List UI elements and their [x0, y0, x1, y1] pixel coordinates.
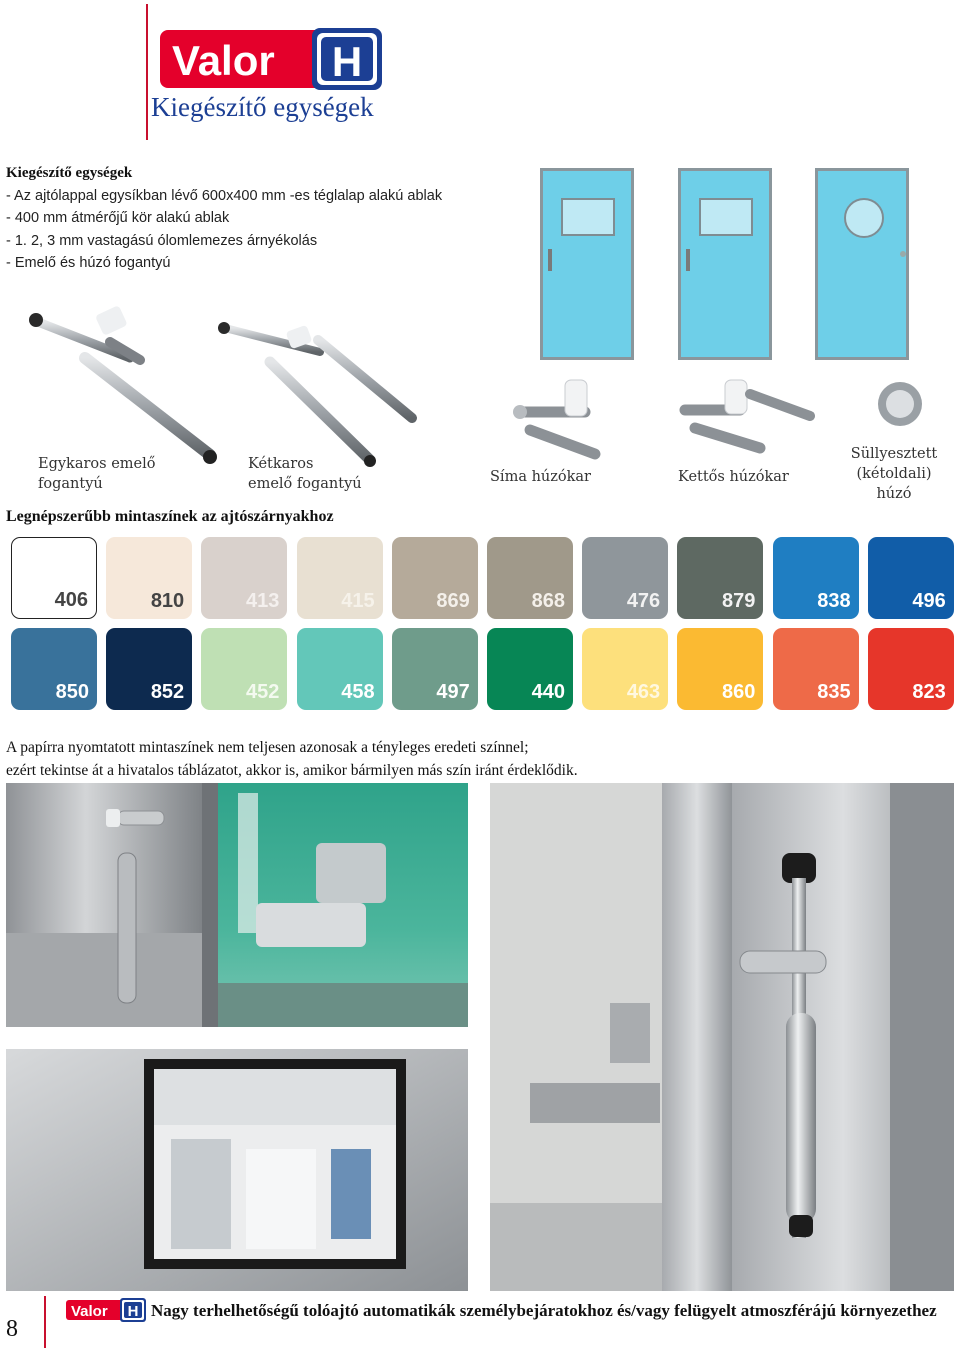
caption-line: Süllyesztett: [850, 446, 938, 462]
swatch-code: 850: [55, 681, 89, 703]
door-handle-icon: [686, 249, 690, 271]
footer-logo: [66, 1298, 146, 1327]
swatch-code: 458: [341, 681, 375, 703]
color-swatch-850: [11, 628, 97, 710]
color-swatch-838: [773, 537, 859, 619]
color-swatch-496: [868, 537, 954, 619]
swatch-code: 823: [912, 681, 946, 703]
intro-block: [6, 162, 516, 275]
caption-plain-pull: Síma húzókar: [490, 469, 591, 485]
caption-line: húzó: [876, 486, 912, 502]
caption-single-lever: [38, 454, 155, 494]
color-swatch-810: [106, 537, 192, 619]
door-rect-window: [540, 168, 634, 360]
swatch-code: 879: [722, 590, 756, 612]
caption-line: emelő fogantyú: [248, 476, 362, 492]
page-title: Kiegészítő egységek: [151, 92, 374, 122]
swatch-code: 869: [436, 590, 470, 612]
caption-recessed-pull: [848, 444, 940, 504]
swatch-code: 440: [531, 681, 565, 703]
color-swatch-868: [487, 537, 573, 619]
swatch-code: 406: [54, 589, 88, 611]
color-section-title: Legnépszerűbb mintaszínek az ajtószárnyakhoz: [6, 508, 334, 525]
swatch-code: 838: [817, 590, 851, 612]
color-swatch-879: [677, 537, 763, 619]
swatch-code: 497: [436, 681, 470, 703]
caption-double-pull: Kettős húzókar: [678, 469, 789, 485]
color-swatch-476: [582, 537, 668, 619]
logo-wordmark: Valor: [172, 37, 275, 84]
color-swatch-413: [201, 537, 287, 619]
lever-handles-illustration: [20, 300, 440, 475]
swatch-code: 852: [150, 681, 185, 703]
door-window: [844, 198, 884, 238]
door-window: [561, 198, 615, 236]
color-swatch-458: [297, 628, 383, 710]
intro-heading: Kiegészítő egységek: [6, 165, 133, 181]
swatch-code: 810: [150, 590, 185, 612]
caption-line: Egykaros emelő: [38, 456, 156, 472]
color-swatch-852: [106, 628, 192, 710]
color-swatch-860: [677, 628, 763, 710]
color-swatch-452: [201, 628, 287, 710]
color-swatch-440: [487, 628, 573, 710]
intro-line: - 400 mm átmérőjű kör alakú ablak: [6, 210, 230, 226]
logo-letter: H: [331, 38, 363, 85]
door-window: [699, 198, 753, 236]
caption-line: Kétkaros: [248, 456, 314, 472]
intro-line: - Az ajtólappal egysíkban lévő 600x400 mm -es téglalap alakú ablak: [6, 187, 443, 204]
swatch-code: 415: [341, 590, 375, 612]
footer-divider: [44, 1296, 46, 1348]
swatch-code: 835: [817, 681, 851, 703]
color-swatch-869: [392, 537, 478, 619]
photo-window-frame: [6, 1049, 468, 1291]
photo-operating-room-door: [6, 783, 468, 1027]
door-round-window: [815, 168, 909, 360]
swatch-code: 476: [626, 590, 661, 612]
color-swatch-835: [773, 628, 859, 710]
footer-logo-wordmark: Valor: [71, 1303, 108, 1320]
footer-caption: Nagy terhelhetőségű tolóajtó automatikák személybejáratokhoz és/vagy felügyelt atmoszférájú környezethez: [151, 1301, 937, 1320]
intro-line: - 1. 2, 3 mm vastagású ólomlemezes árnyékolás: [6, 232, 318, 249]
swatch-code: 413: [246, 590, 280, 612]
footer-logo-letter: H: [127, 1303, 139, 1320]
color-swatch-406: [11, 537, 97, 619]
caption-line: fogantyú: [38, 476, 103, 492]
color-swatch-823: [868, 628, 954, 710]
color-swatch-463: [582, 628, 668, 710]
disclaimer-line: ezért tekintse át a hivatalos táblázatot, akkor is, amikor bármilyen más szín iránt érdeklődik.: [6, 762, 578, 779]
page-number: 8: [6, 1316, 18, 1342]
disclaimer-line: A papírra nyomtatott mintaszínek nem teljesen azonosak a tényleges eredeti színnel;: [6, 739, 529, 756]
header-divider: [146, 4, 148, 140]
caption-double-lever: [248, 454, 362, 494]
intro-line: - Emelő és húzó fogantyú: [6, 255, 171, 271]
photo-sliding-door-handle: [490, 783, 954, 1291]
swatch-code: 463: [626, 681, 661, 703]
door-rect-window: [678, 168, 772, 360]
door-handle-icon: [548, 249, 552, 271]
color-swatch-497: [392, 628, 478, 710]
color-swatch-415: [297, 537, 383, 619]
swatch-code: 452: [246, 681, 280, 703]
swatch-code: 868: [531, 590, 565, 612]
swatch-code: 860: [722, 681, 756, 703]
valor-h-logo: [160, 28, 382, 90]
swatch-code: 496: [912, 590, 946, 612]
color-disclaimer: [6, 736, 956, 782]
caption-line: (kétoldali): [856, 466, 932, 482]
door-pull-icon: [900, 251, 906, 257]
